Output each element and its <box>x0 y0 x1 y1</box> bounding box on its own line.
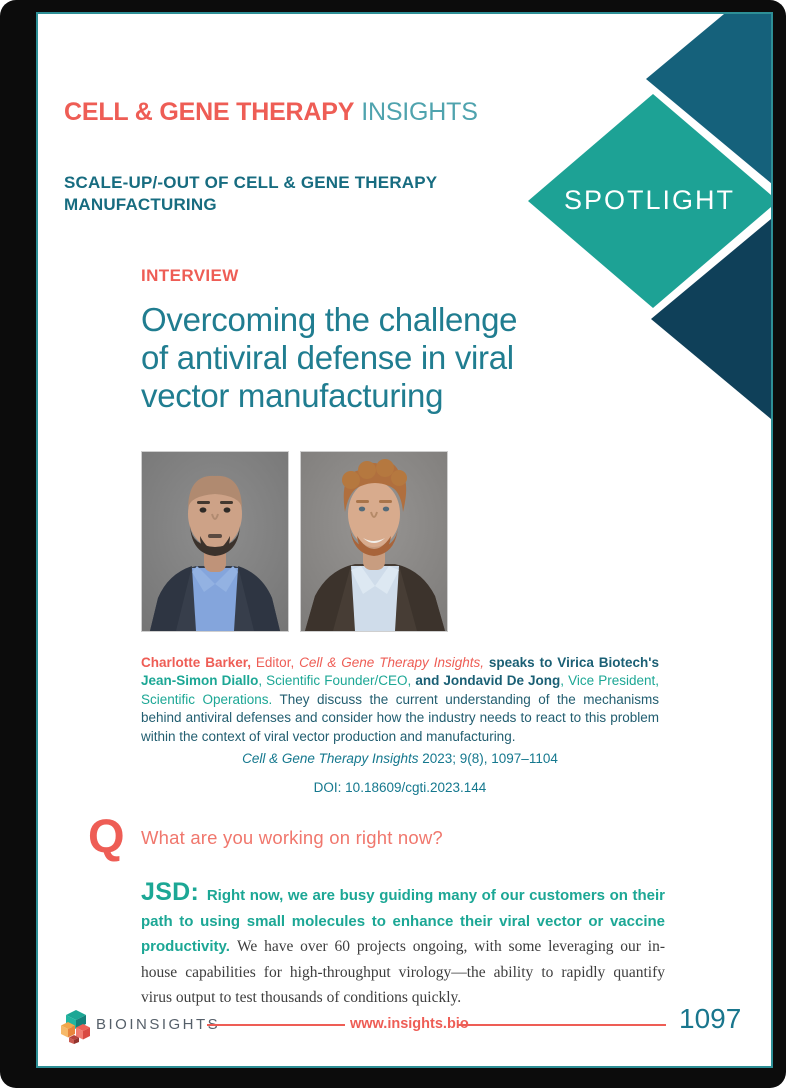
journal-masthead <box>64 98 478 127</box>
footer-rule-right <box>458 1024 666 1026</box>
citation-journal-name: Cell & Gene Therapy Insights <box>242 751 419 766</box>
page-footer <box>38 999 773 1054</box>
intro-segment: Jean-Simon Diallo <box>141 673 259 688</box>
website-link[interactable]: www.insights.bio <box>350 1016 469 1032</box>
article-title-line: vector manufacturing <box>141 377 444 414</box>
citation-reference: 2023; 9(8), 1097–1104 <box>418 751 558 766</box>
intro-paragraph <box>141 654 659 747</box>
spotlight-banner-label: SPOTLIGHT <box>563 185 736 215</box>
page-number: 1097 <box>679 1003 742 1034</box>
doi-line: DOI: 10.18609/cgti.2023.144 <box>313 780 487 795</box>
intro-segment: , Vice President, Scientific Operations. <box>141 673 659 707</box>
portrait-jean-simon-diallo <box>141 451 289 632</box>
article-type-label: INTERVIEW <box>141 266 239 285</box>
question-mark-glyph: Q <box>88 809 125 862</box>
article-title-line: Overcoming the challenge <box>141 301 518 338</box>
intro-segment: Editor, <box>255 654 300 670</box>
intro-segment: Charlotte Barker, <box>141 654 256 670</box>
intro-segment: and <box>415 673 444 688</box>
interview-answer <box>141 880 665 1011</box>
spotlight-diamond-graphic <box>478 12 773 464</box>
document-page <box>36 12 773 1068</box>
interviewee-portraits <box>141 451 448 632</box>
intro-segment: Cell & Gene Therapy Insights, <box>299 654 489 670</box>
intro-segment: speaks to Virica Biotech's <box>488 654 659 670</box>
intro-segment: , Scientific Founder/CEO, <box>258 673 416 688</box>
article-title-line: of antiviral defense in viral <box>141 339 514 376</box>
bioinsights-logo-icon <box>60 1008 92 1044</box>
answer-highlight-text: Right now, we are busy guiding many of our customers on their path to using small molecules to enhance their viral vector or vaccine productivity. <box>141 887 666 955</box>
answer-body-text: We have over 60 projects ongoing, with some leveraging our in-house capabilities for high-throughput virology—the ability to rapidly quantify virus output to test thousands of conditions quickly. <box>141 938 665 1006</box>
footer-rule-left <box>207 1024 345 1026</box>
citation-line <box>141 751 659 766</box>
interview-question: What are you working on right now? <box>141 827 443 848</box>
journal-title-secondary: INSIGHTS <box>361 98 478 126</box>
bioinsights-brand-text: BIOINSIGHTS <box>96 1016 221 1033</box>
journal-title-primary: CELL & GENE THERAPY <box>64 98 355 126</box>
article-title <box>141 301 517 415</box>
series-section-title: SCALE-UP/-OUT OF CELL & GENE THERAPY MANUFACTURING <box>64 173 438 214</box>
intro-segment: Jondavid De Jong <box>443 673 561 688</box>
portrait-jondavid-de-jong <box>300 451 448 632</box>
intro-segment: They discuss the current understanding of the mechanisms behind antiviral defenses and consider how the industry needs to react to this problem within the context of viral vector production and manufacturing. <box>141 691 659 744</box>
answer-speaker-label: JSD: <box>141 878 207 906</box>
